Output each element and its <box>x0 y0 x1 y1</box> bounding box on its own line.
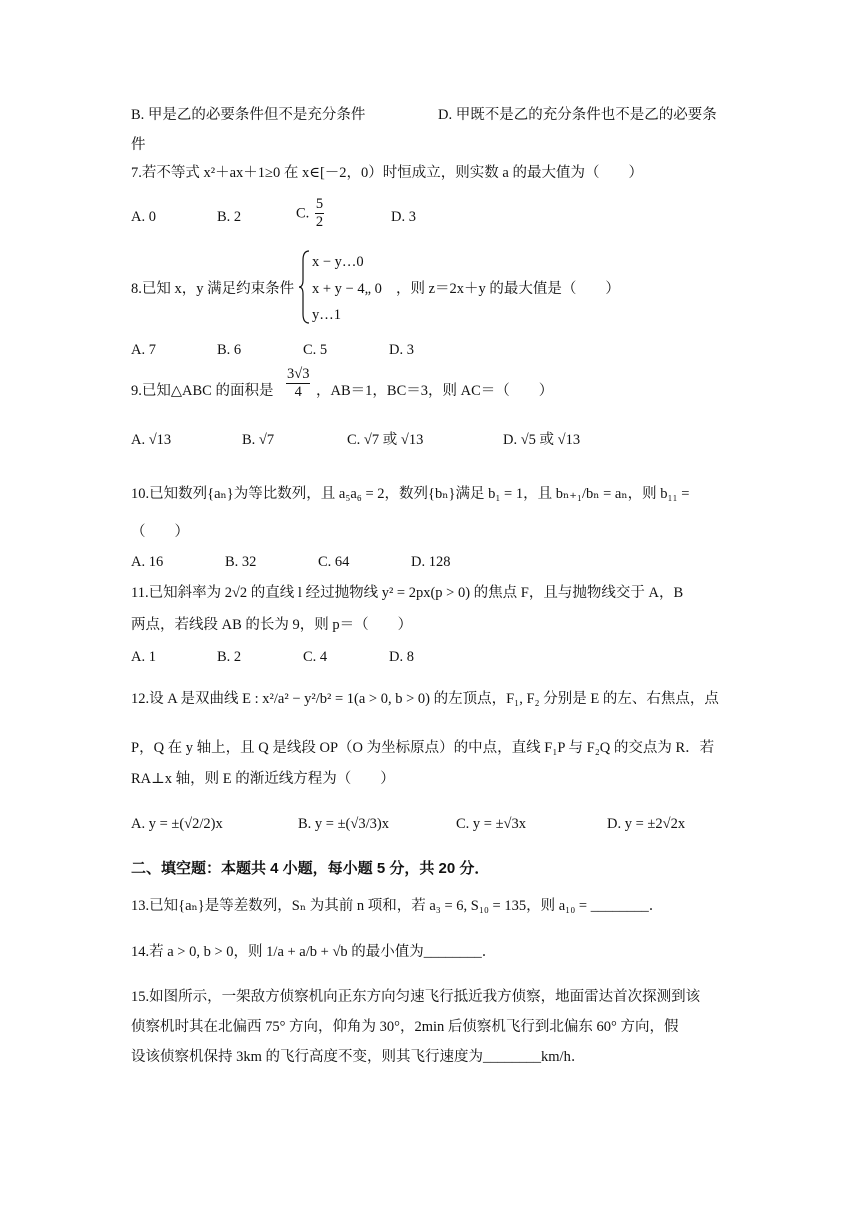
q8-option-a: A. 7 <box>131 342 156 358</box>
q7-option-c-numerator: 5 <box>315 196 324 212</box>
q6-option-d-continued: 件 <box>131 137 146 153</box>
q14-stem: 14.若 a > 0, b > 0，则 1/a + a/b + √b 的最小值为________． <box>131 944 497 960</box>
q6-option-d: D. 甲既不是乙的充分条件也不是乙的必要条 <box>438 107 717 123</box>
q9-area-denominator: 4 <box>294 384 302 400</box>
q12-option-a: A. y = ±(√2/2)x <box>131 816 223 832</box>
q11-stem-line1: 11.已知斜率为 2√2 的直线 l 经过抛物线 y² = 2px(p > 0) 的焦点 F，且与抛物线交于 A，B <box>131 585 684 601</box>
q7-option-a: A. 0 <box>131 209 156 225</box>
q10-option-c: C. 64 <box>318 554 350 570</box>
q8-option-b: B. 6 <box>217 342 242 358</box>
q9-option-b: B. √7 <box>242 432 275 448</box>
q12-option-d: D. y = ±2√2x <box>607 816 686 832</box>
q11-option-c: C. 4 <box>303 649 328 665</box>
q9-option-a: A. √13 <box>131 432 172 448</box>
q10-option-d: D. 128 <box>411 554 451 570</box>
q6-option-b: B. 甲是乙的必要条件但不是充分条件 <box>131 107 366 123</box>
q8-constraint-brace <box>298 250 310 329</box>
q12-option-c: C. y = ±√3x <box>456 816 527 832</box>
q10-paren: （ ） <box>131 524 189 540</box>
q9-stem-prefix: 9.已知△ABC 的面积是 <box>131 383 274 399</box>
q9-area-numerator: 3√3 <box>287 366 310 382</box>
q13-stem: 13.已知{aₙ}是等差数列，Sₙ 为其前 n 项和，若 a₃ = 6, S₁₀ = 135，则 a₁₀ = ________． <box>131 898 664 914</box>
q12-option-b: B. y = ±(√3/3)x <box>298 816 389 832</box>
q8-stem-suffix: ，则 z＝2x＋y 的最大值是（ ） <box>396 281 620 297</box>
q9-option-d: D. √5 或 √13 <box>503 432 581 448</box>
q7-option-d: D. 3 <box>391 209 416 225</box>
q8-constraint-2: x + y − 4„ 0 <box>312 281 382 297</box>
q11-option-d: D. 8 <box>389 649 414 665</box>
q15-stem-line1: 15.如图所示，一架敌方侦察机向正东方向匀速飞行抵近我方侦察，地面雷达首次探测到该 <box>131 989 701 1005</box>
q8-option-c: C. 5 <box>303 342 328 358</box>
q10-option-a: A. 16 <box>131 554 164 570</box>
q8-constraint-1: x − y…0 <box>312 254 364 270</box>
q15-stem-line3: 设该侦察机保持 3km 的飞行高度不变，则其飞行速度为________km/h． <box>131 1049 586 1065</box>
q10-option-b: B. 32 <box>225 554 257 570</box>
q8-option-d: D. 3 <box>389 342 414 358</box>
q9-option-c: C. √7 或 √13 <box>347 432 424 448</box>
q7-option-b: B. 2 <box>217 209 242 225</box>
q9-stem-suffix: ，AB＝1，BC＝3，则 AC＝（ ） <box>316 383 554 399</box>
q11-stem-line2: 两点，若线段 AB 的长为 9，则 p＝（ ） <box>131 617 413 633</box>
q15-stem-line2: 侦察机时其在北偏西 75° 方向，仰角为 30°，2min 后侦察机飞行到北偏东 60° 方向，假 <box>131 1019 679 1035</box>
q11-option-a: A. 1 <box>131 649 156 665</box>
q10-stem: 10.已知数列{aₙ}为等比数列，且 a₅a₆ = 2，数列{bₙ}满足 b₁ = 1，且 bₙ₊₁/bₙ = aₙ，则 b₁₁ = <box>131 486 690 502</box>
q8-stem-prefix: 8.已知 x，y 满足约束条件 <box>131 281 295 297</box>
section-title-fill-in: 二、填空题：本题共 4 小题，每小题 5 分，共 20 分． <box>131 860 490 877</box>
q7-option-c-label: C. <box>296 205 310 222</box>
q11-option-b: B. 2 <box>217 649 242 665</box>
q7-stem: 7.若不等式 x²＋ax＋1≥0 在 x∈[－2，0）时恒成立，则实数 a 的最大值为（ ） <box>131 165 643 181</box>
q8-constraint-3: y…1 <box>312 307 341 323</box>
q7-option-c-denominator: 2 <box>315 214 324 230</box>
q12-stem-line2: P，Q 在 y 轴上，且 Q 是线段 OP（O 为坐标原点）的中点，直线 F₁P 与 F₂Q 的交点为 R．若 <box>131 740 715 756</box>
q12-stem-line1: 12.设 A 是双曲线 E : x²/a² − y²/b² = 1(a > 0, b > 0) 的左顶点，F₁, F₂ 分别是 E 的左、右焦点，点 <box>131 691 719 707</box>
q7-option-c-fraction <box>315 196 324 231</box>
q12-stem-line3: RA⊥x 轴，则 E 的渐近线方程为（ ） <box>131 771 395 787</box>
q9-area-fraction <box>284 366 312 401</box>
q7-option-c <box>296 196 326 231</box>
